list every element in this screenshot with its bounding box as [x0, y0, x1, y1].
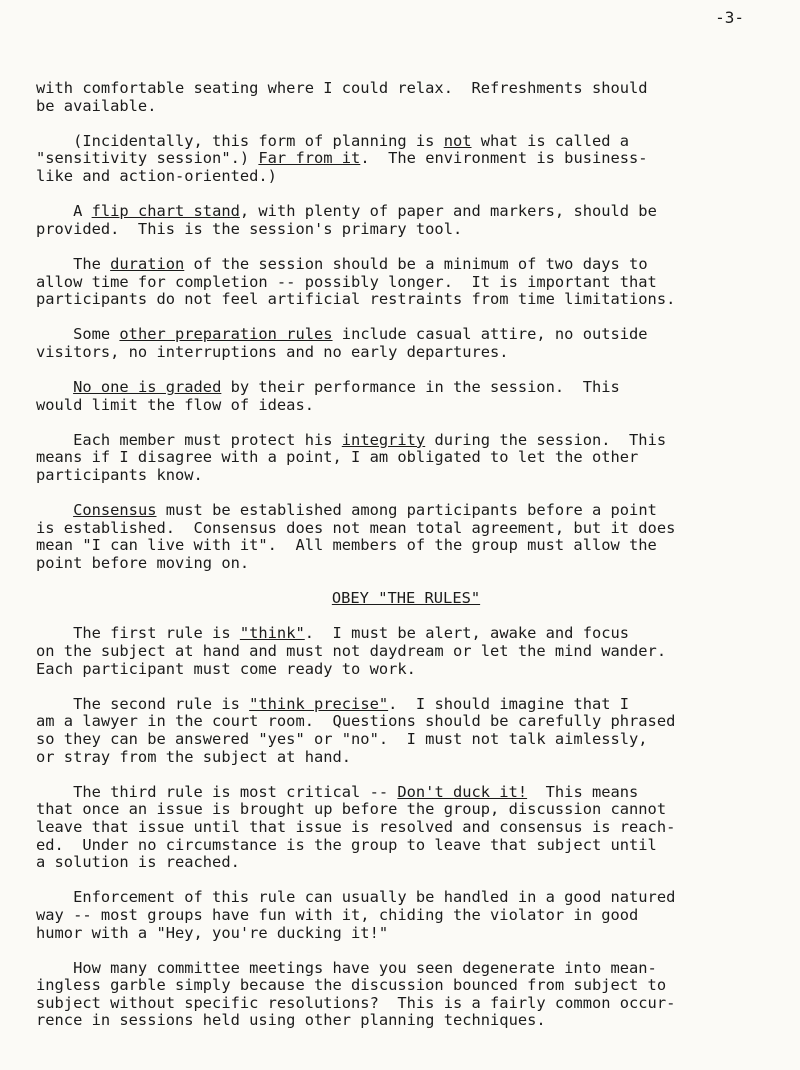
text-run: must be established among participants before a point	[156, 501, 657, 520]
text-run: by their performance in the session. This	[221, 378, 620, 397]
text-run: leave that issue until that issue is resolved and consensus is reach-	[36, 817, 676, 836]
text-run: Each participant must come ready to work.	[36, 659, 416, 678]
text-run: would limit the flow of ideas.	[36, 395, 314, 414]
underlined-text: Consensus	[73, 501, 157, 520]
text-run: Each member must protect his	[36, 430, 342, 449]
text-run: is established. Consensus does not mean total agreement, but it does	[36, 518, 676, 537]
text-run: The first rule is	[36, 624, 240, 643]
text-run: so they can be answered "yes" or "no". I must not talk aimlessly,	[36, 729, 648, 748]
underlined-text: Don't duck it!	[397, 782, 528, 801]
paragraph	[36, 80, 776, 115]
paragraph	[36, 696, 776, 766]
text-run: subject without specific resolutions? This is a fairly common occur-	[36, 993, 676, 1012]
text-run: point before moving on.	[36, 554, 250, 573]
underlined-text: "think precise"	[249, 694, 389, 713]
paragraph	[36, 625, 776, 678]
section-heading	[36, 590, 776, 608]
text-run: This means	[527, 782, 639, 801]
text-run: ed. Under no circumstance is the group to leave that subject until	[36, 835, 657, 854]
text-run: Enforcement of this rule can usually be handled in a good natured	[36, 888, 676, 907]
underlined-text: integrity	[341, 430, 426, 449]
text-run: Some	[36, 325, 120, 344]
text-run: "sensitivity session".)	[36, 149, 259, 168]
text-run: be available.	[36, 96, 157, 115]
text-run: A	[36, 202, 92, 221]
underlined-text: OBEY "THE RULES"	[331, 589, 481, 608]
text-run: The third rule is most critical --	[36, 782, 398, 801]
paragraph	[36, 326, 776, 361]
text-run: (Incidentally, this form of planning is	[36, 131, 444, 150]
paragraph	[36, 133, 776, 186]
text-run: participants do not feel artificial restraints from time limitations.	[36, 290, 676, 309]
text-run: am a lawyer in the court room. Questions should be carefully phrased	[36, 712, 676, 731]
paragraph	[36, 960, 776, 1030]
text-run: way -- most groups have fun with it, chiding the violator in good	[36, 905, 639, 924]
text-run	[36, 378, 73, 396]
text-run: The	[36, 254, 111, 273]
document-body	[36, 80, 776, 1048]
text-run: that once an issue is brought up before the group, discussion cannot	[36, 800, 667, 819]
text-run: what is called a	[471, 131, 630, 150]
page-number: -3-	[715, 8, 744, 27]
text-run: participants know.	[36, 466, 203, 485]
text-run: like and action-oriented.)	[36, 166, 277, 185]
text-run: of the session should be a minimum of two days to	[184, 254, 648, 273]
text-run: The second rule is	[36, 694, 250, 713]
paragraph	[36, 432, 776, 485]
text-run: mean "I can live with it". All members of the group must allow the	[36, 536, 657, 555]
underlined-text: other preparation rules	[119, 325, 333, 344]
text-run: How many committee meetings have you seen degenerate into mean-	[36, 958, 657, 977]
text-run: visitors, no interruptions and no early departures.	[36, 342, 509, 361]
text-run: allow time for completion -- possibly longer. It is important that	[36, 272, 657, 291]
text-run: ingless garble simply because the discussion bounced from subject to	[36, 976, 667, 995]
text-run: or stray from the subject at hand.	[36, 747, 352, 766]
text-run	[36, 501, 73, 519]
underlined-text: duration	[110, 254, 185, 273]
text-run: a solution is reached.	[36, 853, 240, 872]
paragraph	[36, 256, 776, 309]
text-run: provided. This is the session's primary tool.	[36, 219, 463, 238]
text-run: means if I disagree with a point, I am obligated to let the other	[36, 448, 639, 467]
text-run: . The environment is business-	[360, 149, 648, 168]
text-run: with comfortable seating where I could relax. Refreshments should	[36, 79, 648, 97]
underlined-text: Far from it	[258, 149, 361, 168]
paragraph	[36, 889, 776, 942]
text-run: during the session. This	[425, 430, 667, 449]
text-run: . I should imagine that I	[388, 694, 630, 713]
underlined-text: No one is graded	[73, 378, 222, 397]
text-run: include casual attire, no outside	[332, 325, 648, 344]
underlined-text: flip chart stand	[91, 202, 240, 221]
paragraph	[36, 784, 776, 872]
paragraph	[36, 203, 776, 238]
text-run: on the subject at hand and must not daydream or let the mind wander.	[36, 642, 667, 660]
text-run: rence in sessions held using other planning techniques.	[36, 1011, 546, 1030]
underlined-text: not	[443, 131, 472, 150]
paragraph	[36, 502, 776, 572]
text-run: humor with a "Hey, you're ducking it!"	[36, 923, 389, 942]
text-run: , with plenty of paper and markers, should be	[239, 202, 657, 221]
text-run: . I must be alert, awake and focus	[304, 624, 630, 643]
paragraph	[36, 379, 776, 414]
underlined-text: "think"	[239, 624, 305, 643]
